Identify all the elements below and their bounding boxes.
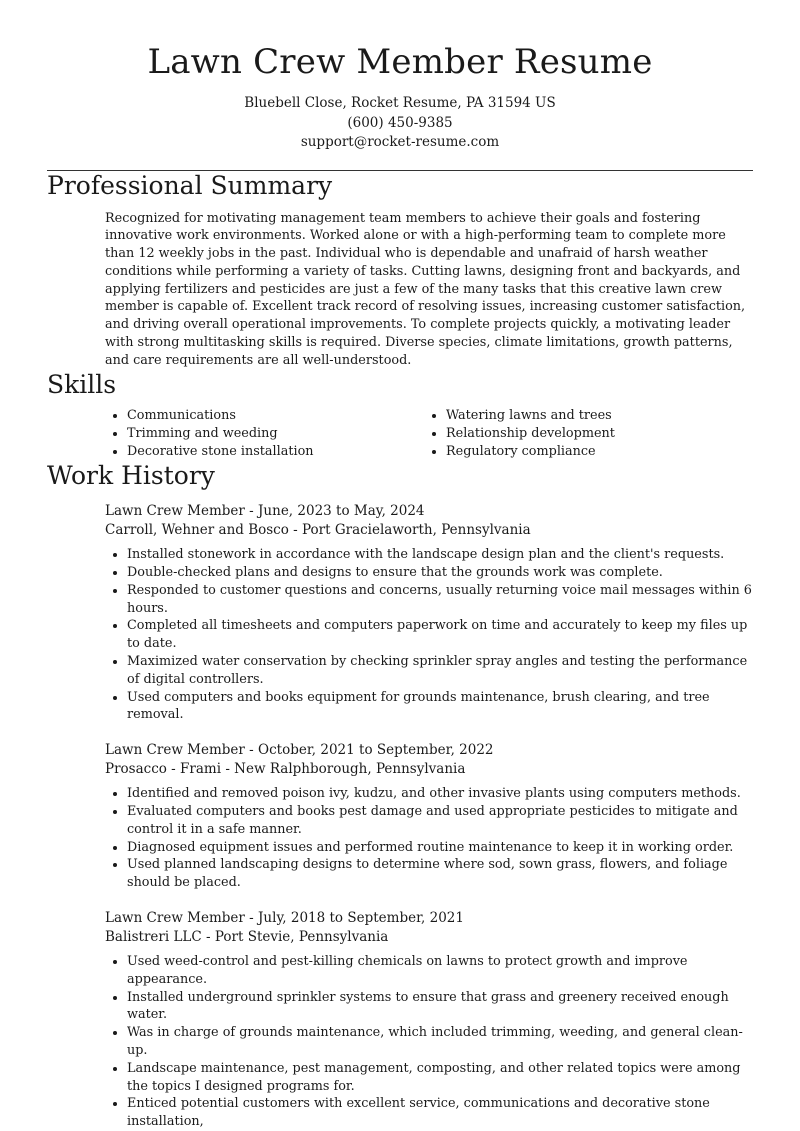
job-company: Prosacco - Frami - New Ralphborough, Pennsylvania <box>105 761 466 778</box>
job-duty: • Completed all timesheets and computers paperwork on time and accurately to keep my files up to date. <box>127 617 753 653</box>
job-duty: • Diagnosed equipment issues and performed routine maintenance to keep it in working order. <box>127 839 753 857</box>
job-title: Lawn Crew Member - June, 2023 to May, 2024 <box>105 503 425 520</box>
job-duty: • Used planned landscaping designs to determine where sod, sown grass, flowers, and foliage should be placed. <box>127 856 753 892</box>
resume-title: Lawn Crew Member Resume <box>147 42 653 82</box>
job-title: Lawn Crew Member - October, 2021 to September, 2022 <box>105 742 494 759</box>
skills-heading: Skills <box>47 369 117 399</box>
job-company: Balistreri LLC - Port Stevie, Pennsylvania <box>105 929 389 946</box>
job-duties <box>105 953 753 1131</box>
job-entry <box>47 502 753 724</box>
contact-email: support@rocket-resume.com <box>300 134 500 150</box>
job-duties <box>105 546 753 724</box>
skills-column-right <box>424 407 753 462</box>
job-duty: • Double-checked plans and designs to ensure that the grounds work was complete. <box>127 564 753 582</box>
job-entry <box>47 909 753 1131</box>
skill-item: • Decorative stone installation <box>127 443 424 461</box>
contact-block <box>47 94 753 153</box>
job-duty: • Installed underground sprinkler systems to ensure that grass and greenery received enough water. <box>127 989 753 1025</box>
skill-item: • Trimming and weeding <box>127 425 424 443</box>
job-duty: • Was in charge of grounds maintenance, which included trimming, weeding, and general clean-up. <box>127 1024 753 1060</box>
summary-heading: Professional Summary <box>47 170 333 200</box>
skill-item: • Regulatory compliance <box>446 443 753 461</box>
job-duty: • Used weed-control and pest-killing chemicals on lawns to protect growth and improve appearance. <box>127 953 753 989</box>
job-duty: • Maximized water conservation by checking sprinkler spray angles and testing the performance of digital controllers. <box>127 653 753 689</box>
contact-phone: (600) 450-9385 <box>347 114 453 131</box>
job-title: Lawn Crew Member - July, 2018 to September, 2021 <box>105 910 464 927</box>
skills-list <box>105 407 753 462</box>
job-duty: • Landscape maintenance, pest management, composting, and other related topics were among the topics I designed programs for. <box>127 1060 753 1096</box>
skill-item: • Watering lawns and trees <box>446 407 753 425</box>
job-entry <box>47 741 753 892</box>
summary-text: Recognized for motivating management team members to achieve their goals and fostering innovative work environments. Worked alone or with a high-performing team to complete more than 12 weekly jobs in the past. Individual who is dependable and unafraid of harsh weather conditions while performing a variety of tasks. Cutting lawns, designing front and backyards, and applying fertilizers and pesticides are just a few of the many tasks that this creative lawn crew member is capable of. Excellent track record of resolving issues, increasing customer satisfaction, and driving overall operational improvements. To complete projects quickly, a motivating leader with strong multitasking skills is required. Diverse species, climate limitations, growth patterns, and care requirements are all well-understood. <box>105 210 746 368</box>
skill-item: • Communications <box>127 407 424 425</box>
job-duty: • Enticed potential customers with excellent service, communications and decorative stone installation, <box>127 1095 753 1131</box>
job-duty: • Identified and removed poison ivy, kudzu, and other invasive plants using computers methods. <box>127 785 753 803</box>
job-duty: • Evaluated computers and books pest damage and used appropriate pesticides to mitigate and control it in a safe manner. <box>127 803 753 839</box>
job-duty: • Responded to customer questions and concerns, usually returning voice mail messages within 6 hours. <box>127 582 753 618</box>
job-duties <box>105 785 753 892</box>
job-duty: • Used computers and books equipment for grounds maintenance, brush clearing, and tree removal. <box>127 689 753 725</box>
skills-column-left <box>105 407 424 462</box>
skill-item: • Relationship development <box>446 425 753 443</box>
job-duty: • Installed stonework in accordance with the landscape design plan and the client's requests. <box>127 546 753 564</box>
job-company: Carroll, Wehner and Bosco - Port Gracielaworth, Pennsylvania <box>105 522 531 539</box>
contact-address: Bluebell Close, Rocket Resume, PA 31594 US <box>244 95 556 111</box>
work-history-heading: Work History <box>47 461 215 491</box>
